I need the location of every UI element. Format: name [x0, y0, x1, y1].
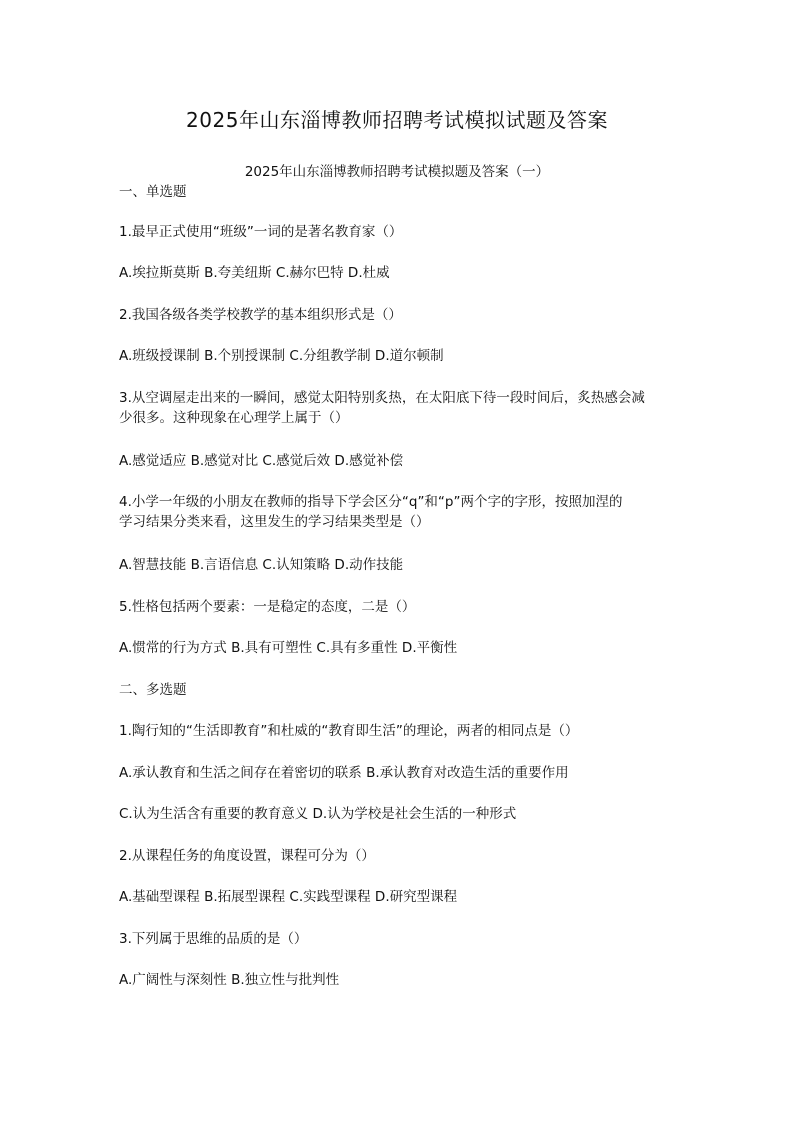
section-heading-single-choice: 一、单选题 — [119, 184, 187, 200]
multi-question-1-options-cd: C.认为生活含有重要的教育意义 D.认为学校是社会生活的一种形式 — [119, 806, 517, 822]
multi-question-2-options: A.基础型课程 B.拓展型课程 C.实践型课程 D.研究型课程 — [119, 889, 458, 905]
question-3-options: A.感觉适应 B.感觉对比 C.感觉后效 D.感觉补偿 — [119, 453, 404, 469]
multi-question-3: 3.下列属于思维的品质的是（） — [119, 931, 308, 947]
question-3-line-1: 3.从空调屋走出来的一瞬间，感觉太阳特别炙热，在太阳底下待一段时间后，炙热感会减 — [119, 390, 645, 406]
multi-question-1-options-ab: A.承认教育和生活之间存在着密切的联系 B.承认教育对改造生活的重要作用 — [119, 765, 569, 781]
question-1: 1.最早正式使用“班级”一词的是著名教育家（） — [119, 224, 403, 240]
question-4-options: A.智慧技能 B.言语信息 C.认知策略 D.动作技能 — [119, 557, 404, 573]
document-subtitle: 2025年山东淄博教师招聘考试模拟题及答案（一） — [244, 164, 550, 180]
question-5-options: A.惯常的行为方式 B.具有可塑性 C.具有多重性 D.平衡性 — [119, 640, 458, 656]
question-1-options: A.埃拉斯莫斯 B.夸美纽斯 C.赫尔巴特 D.杜威 — [119, 265, 390, 281]
question-4-line-1: 4.小学一年级的小朋友在教师的指导下学会区分“q”和“p”两个字的字形，按照加涅的 — [119, 494, 623, 510]
question-5: 5.性格包括两个要素：一是稳定的态度，二是（） — [119, 599, 416, 615]
multi-question-1: 1.陶行知的“生活即教育”和杜威的“教育即生活”的理论，两者的相同点是（） — [119, 723, 579, 739]
section-heading-multiple-choice: 二、多选题 — [119, 682, 187, 698]
document-title: 2025年山东淄博教师招聘考试模拟试题及答案 — [186, 108, 608, 132]
question-4-line-2: 学习结果分类来看，这里发生的学习结果类型是（） — [119, 514, 430, 530]
question-2-options: A.班级授课制 B.个别授课制 C.分组教学制 D.道尔顿制 — [119, 348, 444, 364]
question-3-line-2: 少很多。这种现象在心理学上属于（） — [119, 410, 349, 426]
question-2: 2.我国各级各类学校教学的基本组织形式是（） — [119, 307, 402, 323]
multi-question-2: 2.从课程任务的角度设置，课程可分为（） — [119, 848, 375, 864]
multi-question-3-options-ab: A.广阔性与深刻性 B.独立性与批判性 — [119, 972, 340, 988]
